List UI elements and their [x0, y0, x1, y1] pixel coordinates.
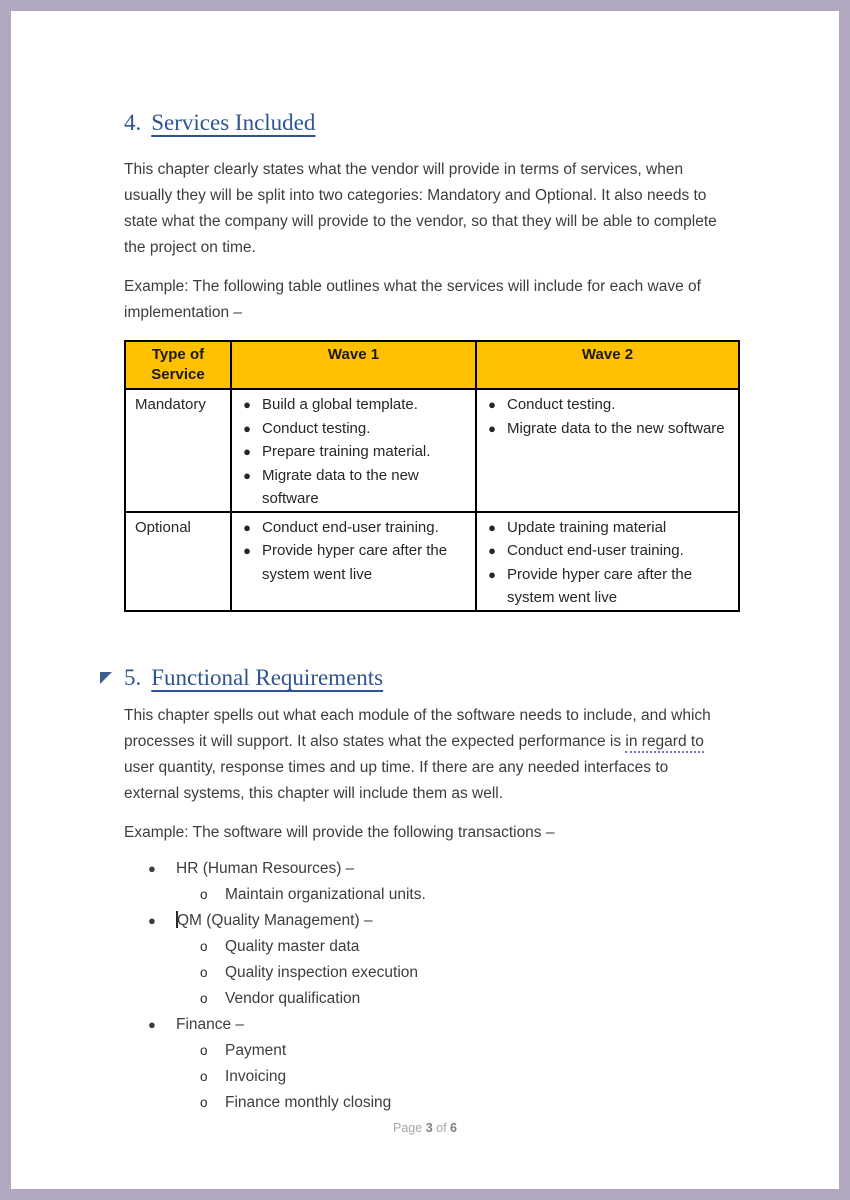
list-subitem: o Finance monthly closing: [124, 1090, 759, 1116]
current-page-number: 3: [425, 1121, 433, 1135]
bullet-icon: ●: [488, 519, 496, 535]
grammar-check-phrase[interactable]: in regard to: [625, 733, 703, 753]
heading-number: 4.: [124, 110, 142, 135]
circle-bullet-icon: o: [200, 1042, 208, 1058]
cell-wave1-items: [231, 512, 476, 611]
table-bullet-item: ● Prepare training material.: [232, 440, 471, 464]
table-bullet-item: ● Conduct testing.: [232, 417, 471, 441]
bullet-icon: ●: [243, 420, 251, 436]
section4-paragraph: [124, 157, 759, 261]
bullet-icon: ●: [243, 397, 251, 413]
circle-bullet-icon: o: [200, 1094, 208, 1110]
paragraph-line: the project on time.: [124, 238, 256, 256]
table-bullet-item: ● Conduct end-user training.: [477, 539, 734, 563]
list-subitem: o Quality master data: [124, 934, 759, 960]
list-subitem: o Vendor qualification: [124, 986, 759, 1012]
paragraph-line: user quantity, response times and up time. If there are any needed interfaces to: [124, 758, 669, 776]
cell-wave2-items: [476, 512, 739, 611]
bullet-icon: ●: [148, 861, 156, 877]
section5-paragraph: [124, 703, 759, 807]
list-subitem: o Quality inspection execution: [124, 960, 759, 986]
cell-wave2-items: [476, 389, 739, 512]
paragraph-line: implementation –: [124, 303, 243, 321]
table-bullet-item: ● Migrate data to the new software: [232, 464, 471, 511]
column-header-type-of-service: Type of Service: [125, 341, 231, 389]
circle-bullet-icon: o: [200, 965, 208, 981]
table-bullet-item: ● Update training material: [477, 516, 734, 540]
list-item: ● QM (Quality Management) –: [124, 908, 759, 934]
bullet-icon: ●: [243, 519, 251, 535]
table-row-optional: [125, 512, 739, 611]
heading-title: Functional Requirements: [151, 664, 384, 690]
table-row-mandatory: [125, 389, 739, 512]
table-bullet-item: ● Conduct testing.: [477, 393, 734, 417]
list-subitem: o Payment: [124, 1038, 759, 1064]
collapse-triangle-icon[interactable]: [100, 672, 112, 684]
circle-bullet-icon: o: [200, 1068, 208, 1084]
heading-title: Services Included: [151, 110, 316, 135]
list-subitem: o Invoicing: [124, 1064, 759, 1090]
heading-services-included: [124, 107, 759, 139]
bullet-icon: ●: [488, 543, 496, 559]
section5-example: [124, 820, 759, 846]
bullet-icon: ●: [488, 566, 496, 582]
bullet-icon: ●: [243, 543, 251, 559]
list-item: ● HR (Human Resources) –: [124, 856, 759, 882]
transactions-list: [124, 856, 759, 1115]
bullet-icon: ●: [243, 444, 251, 460]
cell-service-type: Mandatory: [125, 389, 231, 512]
column-header-wave1: Wave 1: [231, 341, 476, 389]
page-footer: Page 3 of 6: [393, 1121, 457, 1135]
bullet-icon: ●: [148, 1016, 156, 1032]
heading-functional-requirements: [124, 662, 759, 694]
bullet-icon: ●: [488, 397, 496, 413]
bullet-icon: ●: [243, 467, 251, 483]
list-item: ● Finance –: [124, 1012, 759, 1038]
table-bullet-item: ● Build a global template.: [232, 393, 471, 417]
paragraph-line: external systems, this chapter will include them as well.: [124, 784, 504, 802]
services-table: [124, 340, 740, 612]
bullet-icon: ●: [148, 913, 156, 929]
paragraph-line: This chapter spells out what each module of the software needs to include, and which: [124, 706, 711, 724]
paragraph-line: usually they will be split into two categories: Mandatory and Optional. It also needs to: [124, 186, 707, 204]
column-header-wave2: Wave 2: [476, 341, 739, 389]
table-bullet-item: ● Migrate data to the new software: [477, 417, 734, 441]
list-subitem: o Maintain organizational units.: [124, 882, 759, 908]
page-content: [11, 107, 839, 1116]
table-bullet-item: ● Provide hyper care after the system went live: [477, 563, 734, 610]
table-header-row: [125, 341, 739, 389]
circle-bullet-icon: o: [200, 939, 208, 955]
heading-number: 5.: [124, 664, 142, 690]
circle-bullet-icon: o: [200, 887, 208, 903]
paragraph-line: state what the company will provide to the vendor, so that they will be able to complete: [124, 212, 717, 230]
cell-service-type: Optional: [125, 512, 231, 611]
cell-wave1-items: [231, 389, 476, 512]
paragraph-line: processes it will support. It also states what the expected performance is in regard to: [124, 729, 759, 755]
paragraph-line: This chapter clearly states what the vendor will provide in terms of services, when: [124, 161, 684, 178]
table-bullet-item: ● Conduct end-user training.: [232, 516, 471, 540]
paragraph-line: Example: The software will provide the following transactions –: [124, 823, 555, 841]
circle-bullet-icon: o: [200, 991, 208, 1006]
table-bullet-item: ● Provide hyper care after the system went live: [232, 539, 471, 586]
bullet-icon: ●: [488, 420, 496, 436]
section4-example: [124, 274, 759, 326]
paragraph-line: Example: The following table outlines what the services will include for each wave of: [124, 277, 701, 295]
total-page-count: 6: [450, 1121, 457, 1135]
